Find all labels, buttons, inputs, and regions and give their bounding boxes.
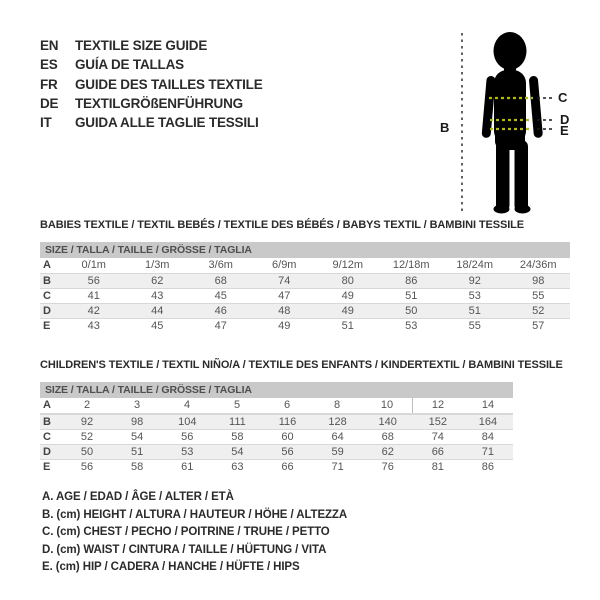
table-cell: 6: [283, 399, 291, 411]
language-row-fr: [40, 75, 263, 94]
table-cell: 81: [431, 461, 444, 473]
children-table-header: SIZE / TALLA / TAILLE / GRÖSSE / TAGLIA: [40, 382, 513, 398]
language-code: IT: [40, 115, 52, 131]
table-cell: 152: [428, 416, 447, 428]
language-label: GUIDE DES TAILLES TEXTILE: [75, 76, 263, 92]
table-row-a: [40, 258, 570, 273]
table-cell: 43: [151, 290, 164, 302]
table-cell: 92: [468, 275, 481, 287]
measurement-legend: [42, 489, 347, 577]
language-label: GUÍA DE TALLAS: [75, 57, 184, 73]
table-cell: 51: [405, 290, 418, 302]
table-cell: 49: [278, 320, 291, 332]
table-cell: 8: [333, 399, 341, 411]
table-cell: 10: [380, 399, 394, 411]
table-cell: 62: [151, 275, 164, 287]
language-code: DE: [40, 95, 59, 111]
table-cell: 49: [341, 305, 354, 317]
babies-table-header: SIZE / TALLA / TAILLE / GRÖSSE / TAGLIA: [40, 242, 570, 258]
babies-table-title: BABIES TEXTILE / TEXTIL BEBÉS / TEXTILE DES BÉBÉS / BABYS TEXTIL / BAMBINI TESSILE: [40, 219, 525, 231]
table-cell: 164: [478, 416, 498, 428]
table-cell: 46: [214, 305, 227, 317]
babies-table: [40, 258, 570, 333]
table-cell: 140: [378, 416, 397, 428]
language-row-de: [40, 94, 263, 113]
table-row-b: [40, 414, 513, 429]
table-cell: 45: [151, 320, 164, 332]
language-code: FR: [40, 76, 58, 92]
chest-label: C: [558, 90, 568, 105]
table-cell: 50: [405, 305, 418, 317]
table-cell: 9/12m: [332, 259, 364, 271]
table-cell: 63: [231, 461, 244, 473]
table-cell: 55: [468, 320, 481, 332]
hip-label: E: [560, 123, 569, 138]
table-cell: 116: [278, 416, 297, 428]
table-cell: 68: [214, 275, 227, 287]
table-cell: 18/24m: [456, 259, 494, 271]
table-cell: 45: [214, 290, 227, 302]
table-cell: 24/36m: [519, 259, 557, 271]
child-silhouette-figure: [455, 22, 575, 227]
children-table-title: CHILDREN'S TEXTILE / TEXTIL NIÑO/A / TEXTILE DES ENFANTS / KINDERTEXTIL / BAMBINI TESSILE: [40, 359, 563, 371]
table-cell: 86: [405, 275, 418, 287]
row-label: B: [43, 416, 51, 428]
table-cell: 128: [328, 416, 347, 428]
language-label: GUIDA ALLE TAGLIE TESSILI: [75, 115, 259, 131]
table-cell: 1/3m: [145, 259, 170, 271]
table-row-d: [40, 303, 570, 318]
legend-line-chest: C. (cm) CHEST / PECHO / POITRINE / TRUHE / PETTO: [42, 526, 330, 539]
legend-line-height: B. (cm) HEIGHT / ALTURA / HAUTEUR / HÖHE / ALTEZZA: [42, 508, 348, 521]
table-row-d: [40, 444, 513, 459]
table-cell: 47: [278, 290, 291, 302]
table-cell: 52: [532, 305, 545, 317]
table-cell: 66: [281, 461, 294, 473]
table-cell: 4: [183, 399, 191, 411]
row-label: B: [43, 275, 51, 287]
language-label: TEXTILE SIZE GUIDE: [75, 38, 208, 53]
table-cell: 49: [341, 290, 354, 302]
table-cell: 44: [151, 305, 164, 317]
row-label: E: [43, 461, 51, 473]
table-row-b: [40, 273, 570, 288]
table-cell: 59: [331, 446, 344, 458]
language-label: TEXTILGRÖßENFÜHRUNG: [75, 95, 243, 111]
table-row-c: [40, 429, 513, 444]
table-cell: 76: [381, 461, 394, 473]
table-cell: 58: [131, 461, 144, 473]
table-cell: 52: [80, 431, 94, 443]
table-cell: 51: [341, 320, 354, 332]
table-cell: 53: [468, 290, 481, 302]
table-cell: 64: [331, 431, 344, 443]
table-cell: 98: [131, 416, 144, 428]
table-cell: 71: [481, 446, 495, 458]
language-code: ES: [40, 57, 58, 73]
table-cell: 3: [133, 399, 141, 411]
table-cell: 53: [181, 446, 194, 458]
table-cell: 74: [431, 431, 444, 443]
table-cell: 71: [331, 461, 344, 473]
table-cell: 51: [131, 446, 144, 458]
table-cell: 41: [87, 290, 100, 302]
row-label: D: [43, 446, 51, 458]
table-cell: 57: [532, 320, 545, 332]
table-cell: 61: [181, 461, 194, 473]
table-cell: 54: [131, 431, 144, 443]
table-cell: 6/9m: [272, 259, 297, 271]
table-cell: 51: [468, 305, 481, 317]
table-cell: 56: [80, 461, 94, 473]
table-cell: 86: [481, 461, 495, 473]
table-cell: 12/18m: [392, 259, 430, 271]
table-cell: 68: [381, 431, 394, 443]
table-cell: 48: [278, 305, 291, 317]
table-cell: 104: [178, 416, 197, 428]
table-row-e: [40, 459, 513, 474]
height-label: B: [440, 120, 450, 135]
table-cell: 56: [87, 275, 100, 287]
table-cell: 62: [381, 446, 394, 458]
table-cell: 92: [80, 416, 94, 428]
table-cell: 5: [233, 399, 241, 411]
language-row-en: [40, 36, 263, 55]
row-label: A: [43, 399, 51, 411]
row-label: D: [43, 305, 51, 317]
table-cell: 42: [87, 305, 100, 317]
table-cell: 60: [281, 431, 294, 443]
row-label: C: [43, 290, 51, 302]
child-silhouette: [481, 32, 543, 214]
table-cell: 3/6m: [208, 259, 233, 271]
table-cell: 43: [87, 320, 100, 332]
row-label: E: [43, 320, 51, 332]
table-cell: 80: [341, 275, 354, 287]
legend-line-waist: D. (cm) WAIST / CINTURA / TAILLE / HÜFTUNG / VITA: [42, 543, 327, 556]
table-cell: 47: [214, 320, 227, 332]
legend-line-age: A. AGE / EDAD / ÂGE / ALTER / ETÀ: [42, 491, 234, 503]
row-label: C: [43, 431, 51, 443]
table-cell: 98: [532, 275, 545, 287]
table-row-c: [40, 288, 570, 303]
language-row-es: [40, 55, 263, 74]
table-cell: 14: [481, 399, 495, 411]
table-cell: 111: [229, 416, 246, 428]
table-cell: 0/1m: [81, 259, 106, 271]
table-cell: 54: [231, 446, 244, 458]
legend-line-hip: E. (cm) HIP / CADERA / HANCHE / HÜFTE / HIPS: [42, 561, 300, 574]
table-row-a: [40, 398, 513, 414]
language-code: EN: [40, 38, 59, 53]
language-list: [40, 36, 263, 132]
table-cell: 55: [532, 290, 545, 302]
table-cell: 56: [281, 446, 294, 458]
table-cell: 56: [181, 431, 194, 443]
language-row-it: [40, 113, 263, 132]
table-row-e: [40, 318, 570, 333]
table-cell: 74: [278, 275, 291, 287]
table-cell: 12: [412, 398, 463, 413]
table-cell: 58: [231, 431, 244, 443]
table-cell: 66: [431, 446, 444, 458]
table-cell: 53: [405, 320, 418, 332]
table-cell: 84: [481, 431, 495, 443]
table-cell: 50: [80, 446, 94, 458]
children-table: [40, 398, 513, 474]
row-label: A: [43, 259, 51, 271]
table-cell: 2: [83, 399, 91, 411]
waist-label: D: [560, 112, 570, 127]
